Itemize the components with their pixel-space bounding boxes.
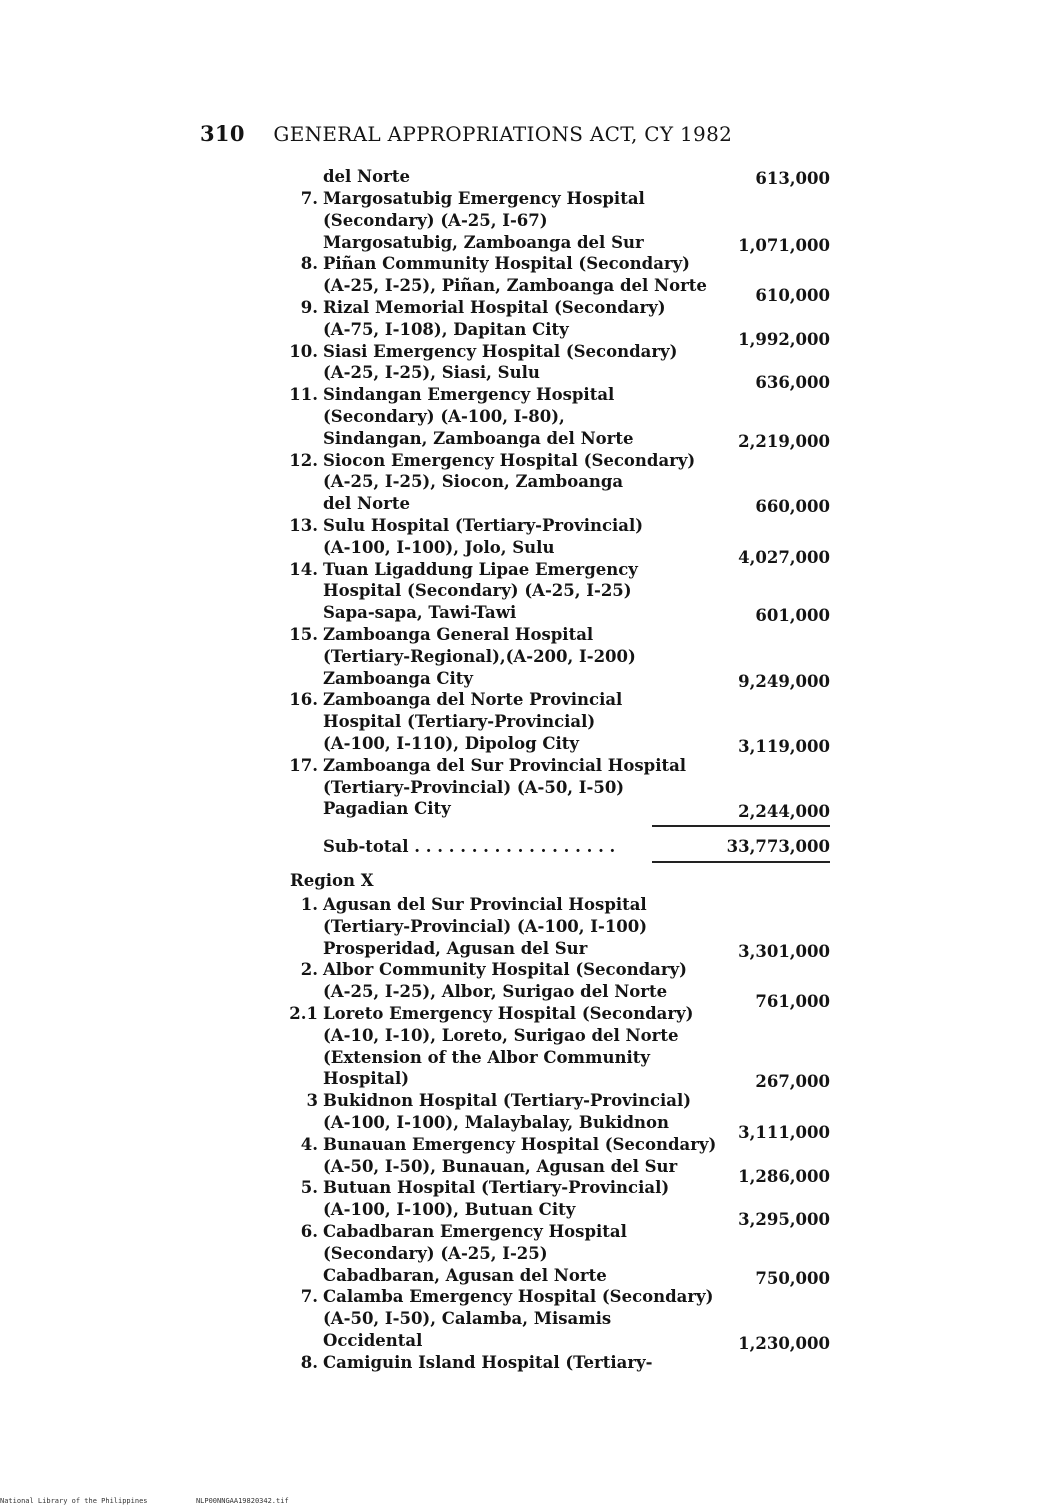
item-number: 13. (289, 516, 318, 535)
item-number: 3 (306, 1091, 318, 1111)
item-text-line: Prosperidad, Agusan del Sur (323, 938, 588, 958)
item-number: 9. (300, 298, 318, 317)
item-text-line: (A-10, I-10), Loreto, Surigao del Norte (323, 1025, 679, 1045)
amount: 1,286,000 (738, 1166, 830, 1186)
amount: 3,295,000 (738, 1210, 830, 1230)
amount: 2,244,000 (738, 802, 830, 822)
item-number: 4. (300, 1134, 318, 1154)
item-text-line: Butuan Hospital (Tertiary-Provincial) (323, 1178, 670, 1198)
item-text-line: Bukidnon Hospital (Tertiary-Provincial) (323, 1091, 692, 1111)
item-number: 7. (300, 189, 318, 208)
amount: 3,301,000 (738, 941, 830, 961)
item-text-line: Rizal Memorial Hospital (Secondary) (323, 298, 666, 317)
amount: 1,071,000 (738, 235, 830, 255)
amount: 761,000 (755, 992, 830, 1012)
scan-footer (0, 1497, 289, 1505)
item-text-line: (Secondary) (A-100, I-80), (323, 407, 565, 426)
item-text-line: (Secondary) (A-25, I-25) (323, 1243, 548, 1263)
item-text-line: Loreto Emergency Hospital (Secondary) (323, 1004, 694, 1023)
item-text-line: Hospital (Tertiary-Provincial) (323, 712, 596, 732)
item-text-line: (A-25, I-25), Siocon, Zamboanga (323, 472, 624, 492)
item-text-line: Margosatubig Emergency Hospital (323, 189, 645, 208)
item-number: 5. (300, 1178, 318, 1198)
footer-filename: NLP00NNGAA19820342.tif (195, 1497, 289, 1505)
item-text-line: (Extension of the Albor Community (323, 1047, 650, 1067)
amount: 267,000 (755, 1072, 830, 1092)
item-text-line: (Tertiary-Provincial) (A-50, I-50) (323, 777, 625, 797)
item-text-line: Sindangan Emergency Hospital (323, 385, 615, 405)
item-number: 12. (289, 450, 318, 470)
item-text-line: Sulu Hospital (Tertiary-Provincial) (323, 516, 644, 535)
item-text-line: Cabadbaran, Agusan del Norte (323, 1265, 607, 1285)
item-text-line: Siasi Emergency Hospital (Secondary) (323, 341, 678, 361)
item-text-line: Camiguin Island Hospital (Tertiary- (323, 1352, 653, 1372)
item-number: 16. (289, 690, 318, 710)
amount: 660,000 (755, 497, 830, 517)
amount: 613,000 (755, 169, 830, 188)
item-text-line: Sindangan, Zamboanga del Norte (323, 428, 634, 448)
item-text-line: Zamboanga City (323, 668, 474, 688)
amount: 33,773,000 (726, 837, 830, 857)
item-number: 1. (300, 895, 318, 914)
amount: 1,230,000 (738, 1334, 830, 1353)
subtotal-rule (652, 861, 830, 863)
item-text-line: del Norte (323, 167, 410, 186)
item-number: 11. (289, 385, 318, 405)
item-number: 7. (300, 1287, 318, 1307)
item-number: 2.1 (289, 1004, 318, 1023)
item-text-line: Zamboanga General Hospital (323, 625, 594, 644)
item-text-line: Sapa-sapa, Tawi-Tawi (323, 603, 517, 623)
item-text-line: Agusan del Sur Provincial Hospital (323, 895, 647, 914)
amount: 750,000 (755, 1268, 830, 1288)
item-text-line: Zamboanga del Norte Provincial (323, 690, 623, 710)
item-text-line: Hospital (Secondary) (A-25, I-25) (323, 581, 632, 601)
item-text-line: (Tertiary-Regional),(A-200, I-200) (323, 646, 636, 666)
amount: 2,219,000 (738, 431, 830, 451)
amount: 636,000 (755, 373, 830, 393)
amount: 3,119,000 (738, 737, 830, 756)
page-number: 310 (200, 121, 245, 146)
item-number: 6. (300, 1222, 318, 1241)
item-number: 15. (289, 625, 318, 644)
item-text-line: Tuan Ligaddung Lipae Emergency (323, 559, 638, 579)
item-text-line: Bunauan Emergency Hospital (Secondary) (323, 1134, 717, 1154)
amount: 3,111,000 (738, 1123, 830, 1142)
item-text-line: (A-25, I-25), Piñan, Zamboanga del Norte (323, 276, 707, 296)
item-text-line: Calamba Emergency Hospital (Secondary) (323, 1287, 714, 1307)
item-text-line: (A-25, I-25), Albor, Surigao del Norte (323, 982, 668, 1002)
item-text-line: Siocon Emergency Hospital (Secondary) (323, 450, 696, 470)
item-number: 8. (300, 254, 318, 274)
page-title: GENERAL APPROPRIATIONS ACT, CY 1982 (273, 122, 733, 146)
item-number: 2. (300, 960, 318, 980)
item-text-line: del Norte (323, 494, 410, 514)
amount: 1,992,000 (738, 329, 830, 349)
amount: 9,249,000 (738, 671, 830, 691)
item-text-line: Albor Community Hospital (Secondary) (323, 960, 687, 980)
amount: 601,000 (755, 606, 830, 626)
subtotal-label: Sub-total . . . . . . . . . . . . . . . . . . (323, 837, 616, 857)
item-text-line: Zamboanga del Sur Provincial Hospital (323, 755, 687, 775)
item-text-line: (A-50, I-50), Calamba, Misamis (323, 1309, 612, 1329)
region-heading: Region X (290, 871, 374, 890)
item-number: 10. (289, 341, 318, 361)
item-text-line: Occidental (323, 1331, 423, 1350)
item-text-line: Pagadian City (323, 799, 451, 819)
item-text-line: (A-100, I-100), Butuan City (323, 1200, 576, 1220)
item-text-line: (A-100, I-110), Dipolog City (323, 734, 579, 753)
item-text-line: (A-25, I-25), Siasi, Sulu (323, 363, 540, 383)
amount: 4,027,000 (738, 547, 830, 567)
item-text-line: (A-100, I-100), Jolo, Sulu (323, 537, 555, 557)
item-text-line: (A-75, I-108), Dapitan City (323, 319, 569, 339)
item-text-line: Margosatubig, Zamboanga del Sur (323, 232, 644, 252)
item-text-line: Hospital) (323, 1069, 410, 1089)
sum-rule (652, 825, 830, 827)
item-number: 17. (289, 755, 318, 775)
amount: 610,000 (755, 286, 830, 306)
item-text-line: (Secondary) (A-25, I-67) (323, 210, 548, 230)
item-text-line: (Tertiary-Provincial) (A-100, I-100) (323, 916, 648, 936)
item-text-line: Cabadbaran Emergency Hospital (323, 1222, 627, 1241)
item-text-line: (A-50, I-50), Bunauan, Agusan del Sur (323, 1156, 678, 1176)
item-text-line: Piñan Community Hospital (Secondary) (323, 254, 690, 274)
page-header (200, 121, 732, 146)
item-number: 14. (289, 559, 318, 579)
item-number: 8. (300, 1352, 318, 1372)
item-text-line: (A-100, I-100), Malaybalay, Bukidnon (323, 1113, 670, 1132)
footer-library: National Library of the Philippines (0, 1497, 148, 1505)
